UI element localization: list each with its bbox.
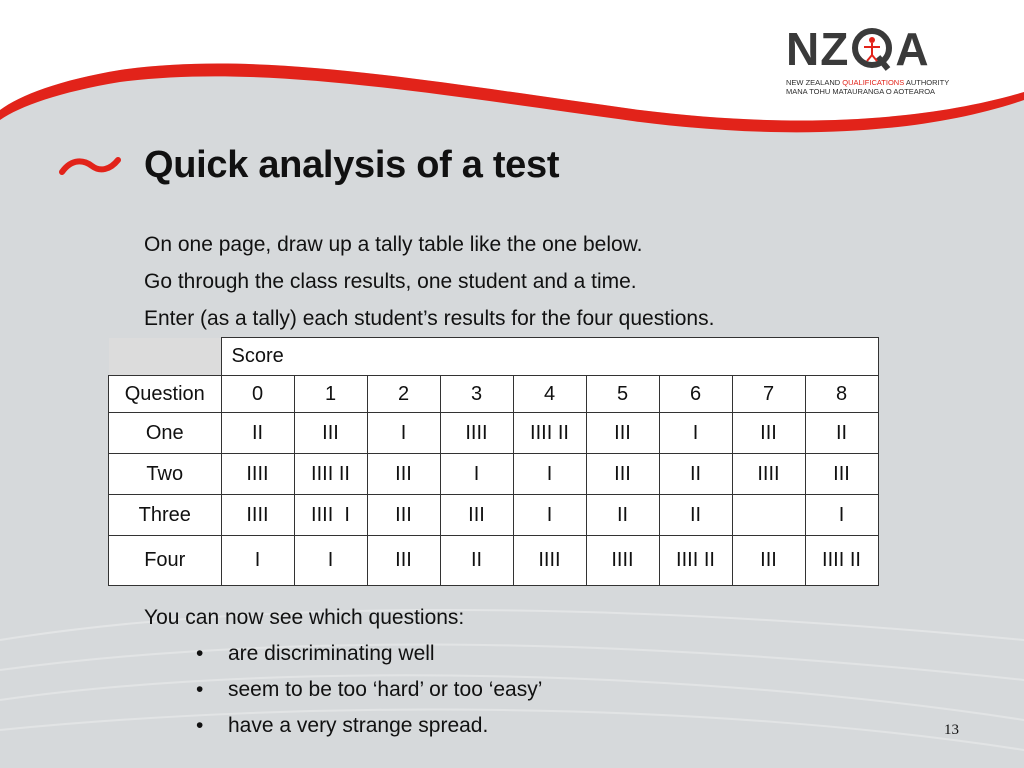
tally-cell: III: [586, 413, 659, 454]
table-row: [109, 495, 879, 536]
score-4: 4: [513, 376, 586, 413]
tilde-bullet-icon: [58, 154, 122, 180]
tally-cell: III: [294, 413, 367, 454]
logo-subtitle-maori: MANA TOHU MATAURANGA O AOTEAROA: [786, 87, 936, 96]
tally-cell: IIII: [732, 454, 805, 495]
logo-wordmark-left: NZ: [786, 23, 850, 75]
list-item: [196, 714, 542, 750]
tally-cell: IIII: [440, 413, 513, 454]
table-row: [109, 454, 879, 495]
tally-cell: IIII II: [513, 413, 586, 454]
table-header-row-score: [109, 338, 879, 376]
bullet-list: [196, 642, 542, 750]
tally-cell: III: [367, 454, 440, 495]
score-2: 2: [367, 376, 440, 413]
question-label: Three: [109, 495, 222, 536]
bullet-text: have a very strange spread.: [228, 714, 489, 737]
table-header-row-values: [109, 376, 879, 413]
tally-cell: I: [513, 454, 586, 495]
tally-cell: II: [221, 413, 294, 454]
tally-cell: III: [586, 454, 659, 495]
tally-cell: III: [367, 536, 440, 586]
score-5: 5: [586, 376, 659, 413]
tally-cell: II: [659, 495, 732, 536]
tally-cell: I: [659, 413, 732, 454]
logo-subtitle-english: [786, 78, 950, 87]
tally-cell: I: [513, 495, 586, 536]
tally-cell: IIII I: [294, 495, 367, 536]
tally-cell: IIII II: [294, 454, 367, 495]
tally-cell: I: [294, 536, 367, 586]
bullet-dot-icon: •: [196, 678, 204, 701]
tally-cell: III: [732, 536, 805, 586]
tally-cell: I: [367, 413, 440, 454]
blank-corner-cell: [109, 338, 222, 376]
score-header: Score: [221, 338, 878, 376]
tally-cell: III: [367, 495, 440, 536]
table-row: [109, 413, 879, 454]
tally-cell: IIII II: [659, 536, 732, 586]
logo-q-figure-icon: [850, 27, 894, 71]
tally-cell: I: [805, 495, 878, 536]
tally-cell: IIII: [586, 536, 659, 586]
page-number: 13: [944, 722, 959, 738]
question-label: One: [109, 413, 222, 454]
tally-cell: II: [659, 454, 732, 495]
score-8: 8: [805, 376, 878, 413]
instruction-line-1: On one page, draw up a tally table like the one below.: [144, 233, 643, 256]
tally-cell: IIII: [513, 536, 586, 586]
list-item: [196, 642, 542, 678]
logo-sub-c: AUTHORITY: [904, 78, 950, 87]
tally-cell: II: [440, 536, 513, 586]
score-0: 0: [221, 376, 294, 413]
tally-table: [108, 337, 879, 586]
bullet-dot-icon: •: [196, 642, 204, 665]
table-row: [109, 536, 879, 586]
bullet-text: seem to be too ‘hard’ or too ‘easy’: [228, 678, 543, 701]
slide-title: Quick analysis of a test: [144, 144, 560, 186]
tally-cell: [732, 495, 805, 536]
logo-sub-b: QUALIFICATIONS: [842, 78, 905, 87]
score-6: 6: [659, 376, 732, 413]
question-header: Question: [109, 376, 222, 413]
logo-wordmark: [786, 23, 936, 75]
tally-cell: III: [805, 454, 878, 495]
tally-cell: I: [221, 536, 294, 586]
score-3: 3: [440, 376, 513, 413]
tally-cell: II: [586, 495, 659, 536]
tally-cell: III: [440, 495, 513, 536]
score-7: 7: [732, 376, 805, 413]
logo-sub-a: NEW ZEALAND: [786, 78, 843, 87]
tally-cell: IIII: [221, 495, 294, 536]
tally-cell: IIII: [221, 454, 294, 495]
summary-line: You can now see which questions:: [144, 606, 465, 629]
tally-cell: IIII II: [805, 536, 878, 586]
question-label: Two: [109, 454, 222, 495]
instruction-line-2: Go through the class results, one student and a time.: [144, 270, 637, 293]
question-label: Four: [109, 536, 222, 586]
score-1: 1: [294, 376, 367, 413]
bullet-text: are discriminating well: [228, 642, 435, 665]
nzqa-logo: [786, 23, 950, 96]
tally-cell: III: [732, 413, 805, 454]
instruction-line-3: Enter (as a tally) each student’s results for the four questions.: [144, 307, 715, 330]
bullet-dot-icon: •: [196, 714, 204, 737]
logo-wordmark-right: A: [895, 23, 930, 75]
tally-cell: II: [805, 413, 878, 454]
tally-cell: I: [440, 454, 513, 495]
list-item: [196, 678, 542, 714]
